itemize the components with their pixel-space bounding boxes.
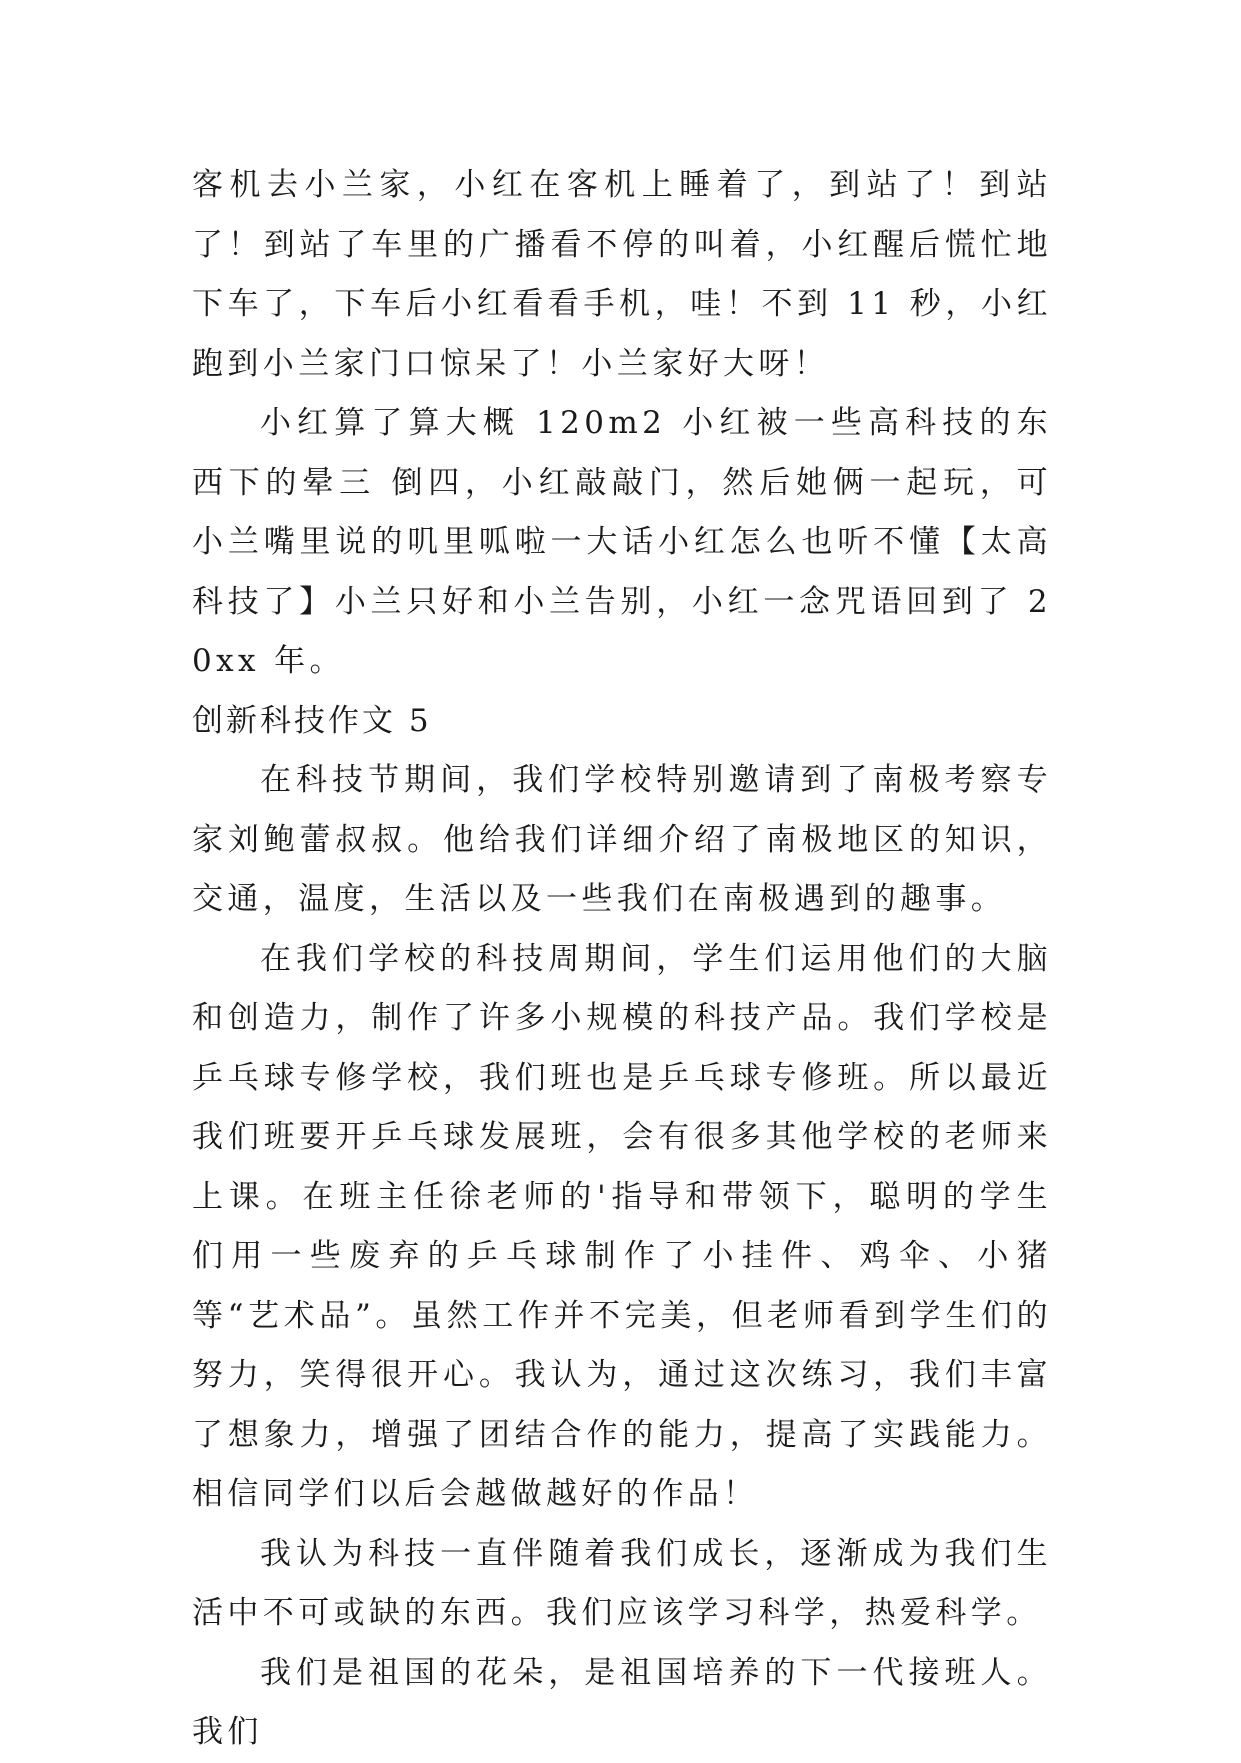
- paragraph-1: 客机去小兰家，小红在客机上睡着了，到站了！到站了！到站了车里的广播看不停的叫着，小红醒后慌忙地下车了，下车后小红看看手机，哇！不到 11 秒，小红跑到小兰家门口惊呆了！小兰家好大呀！: [192, 167, 1052, 382]
- paragraph-4: 在我们学校的科技周期间，学生们运用他们的大脑和创造力，制作了许多小规模的科技产品。我们学校是乒乓球专修学校，我们班也是乒乓球专修班。所以最近我们班要开乒乓球发展班，会有很多其他学校的老师来上课。在班主任徐老师的'指导和带领下，聪明的学生们用一些废弃的乒乓球制作了小挂件、鸡伞、小猪等“艺术品”。虽然工作并不完美，但老师看到学生们的努力，笑得很开心。我认为，通过这次练习，我们丰富了想象力，增强了团结合作的能力，提高了实践能力。相信同学们以后会越做越好的作品！: [192, 940, 1052, 1512]
- document-page: [192, 156, 1052, 1763]
- section-title: 创新科技作文 5: [192, 702, 432, 739]
- paragraph-3: 在科技节期间，我们学校特别邀请到了南极考察专家刘鲍蕾叔叔。他给我们详细介绍了南极地区的知识，交通，温度，生活以及一些我们在南极遇到的趣事。: [192, 762, 1052, 917]
- paragraph-6: 我们是祖国的花朵，是祖国培养的下一代接班人。我们: [192, 1654, 1052, 1750]
- paragraph-5: 我认为科技一直伴随着我们成长，逐渐成为我们生活中不可或缺的东西。我们应该学习科学，热爱科学。: [192, 1535, 1052, 1631]
- paragraph-2: 小红算了算大概 120m2 小红被一些高科技的东西下的晕三 倒四，小红敲敲门，然后她俩一起玩，可小兰嘴里说的叽里呱啦一大话小红怎么也听不懂【太高科技了】小兰只好和小兰告别，小红一念咒语回到了 20xx 年。: [192, 405, 1052, 679]
